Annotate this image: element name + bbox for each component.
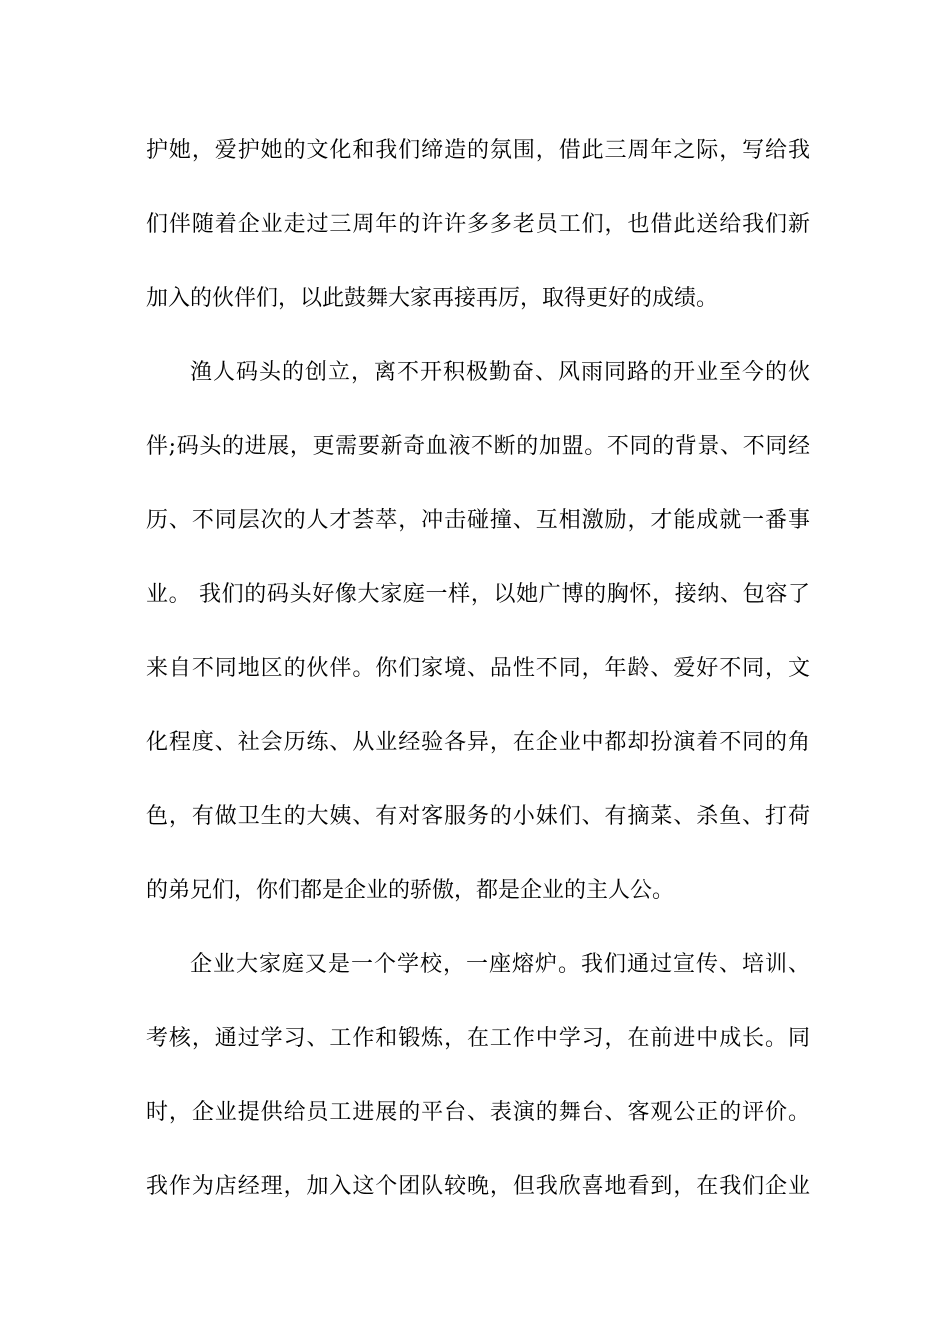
paragraph-first-line: 渔人码头的创立，离不开积极勤奋、风雨同路的开业至今的伙: [190, 360, 810, 385]
body-text-line: 的弟兄们，你们都是企业的骄傲，都是企业的主人公。: [146, 878, 675, 903]
body-text-line: 时，企业提供给员工进展的平台、表演的舞台、客观公正的评价。: [146, 1100, 810, 1125]
body-text-line: 历、不同层次的人才荟萃，冲击碰撞、互相激励，才能成就一番事: [146, 508, 810, 533]
body-text-line: 色，有做卫生的大姨、有对客服务的小妹们、有摘菜、杀鱼、打荷: [146, 804, 810, 829]
body-text-line: 加入的伙伴们，以此鼓舞大家再接再厉，取得更好的成绩。: [146, 286, 719, 311]
body-text-line: 我作为店经理，加入这个团队较晚，但我欣喜地看到，在我们企业: [146, 1174, 810, 1199]
body-text-line: 们伴随着企业走过三周年的许许多多老员工们，也借此送给我们新: [146, 212, 810, 237]
body-text-line: 业。 我们的码头好像大家庭一样，以她广博的胸怀，接纳、包容了: [146, 582, 810, 607]
body-text-line: 来自不同地区的伙伴。你们家境、品性不同，年龄、爱好不同，文: [146, 656, 810, 681]
paragraph-first-line: 企业大家庭又是一个学校，一座熔炉。我们通过宣传、培训、: [190, 952, 810, 977]
body-text-line: 考核，通过学习、工作和锻炼，在工作中学习，在前进中成长。同: [146, 1026, 810, 1051]
body-text-line: 伴;码头的进展，更需要新奇血液不断的加盟。不同的背景、不同经: [146, 434, 810, 459]
body-text-line: 护她，爱护她的文化和我们缔造的氛围，借此三周年之际，写给我: [146, 138, 810, 163]
body-text-line: 化程度、社会历练、从业经验各异，在企业中都却扮演着不同的角: [146, 730, 810, 755]
